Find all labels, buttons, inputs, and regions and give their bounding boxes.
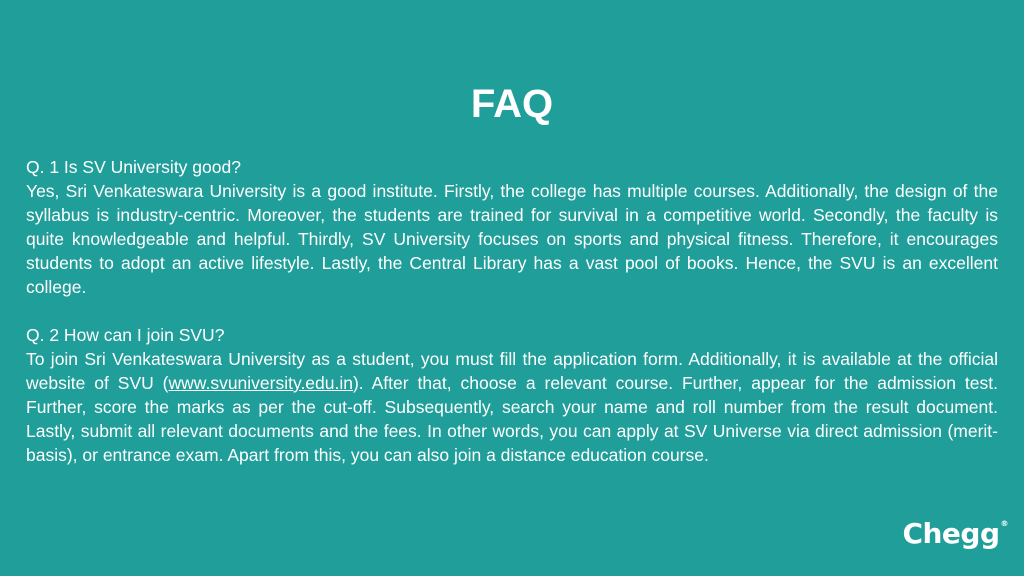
page-title: FAQ bbox=[470, 82, 554, 126]
chegg-logo-text: Chegg bbox=[902, 517, 1000, 550]
chegg-logo bbox=[902, 517, 1008, 550]
faq-question-2: Q. 2 How can I join SVU? bbox=[26, 325, 225, 345]
faq-item-1 bbox=[26, 155, 998, 299]
registered-mark-icon: ® bbox=[1000, 519, 1008, 528]
svu-website-link[interactable]: www.svuniversity.edu.in bbox=[168, 373, 353, 393]
faq-answer-2-before-link: To join Sri Venkateswara University as a student, you must fill the application form. Additionally, it is available at the official website of SVU ( bbox=[26, 349, 998, 393]
faq-item-2 bbox=[26, 323, 998, 467]
faq-content bbox=[26, 155, 998, 491]
faq-answer-2-after-link: ). After that, choose a relevant course. Further, appear for the admission test. Further, score the marks as per the cut-off. Subsequently, search your name and roll number from the result document. Lastly, submit all relevant documents and the fees. In other words, you can apply at SV Universe via direct admission (merit-basis), or entrance exam. Apart from this, you can also join a distance education course. bbox=[26, 373, 998, 465]
faq-answer-1: Yes, Sri Venkateswara University is a good institute. Firstly, the college has multiple courses. Additionally, the design of the syllabus is industry-centric. Moreover, the students are trained for survival in a competitive world. Secondly, the faculty is quite knowledgeable and helpful. Thirdly, SV University focuses on sports and physical fitness. Therefore, it encourages students to adopt an active lifestyle. Lastly, the Central Library has a vast pool of books. Hence, the SVU is an excellent college. bbox=[26, 181, 998, 297]
faq-question-1: Q. 1 Is SV University good? bbox=[26, 157, 241, 177]
faq-answer-2 bbox=[26, 347, 998, 467]
